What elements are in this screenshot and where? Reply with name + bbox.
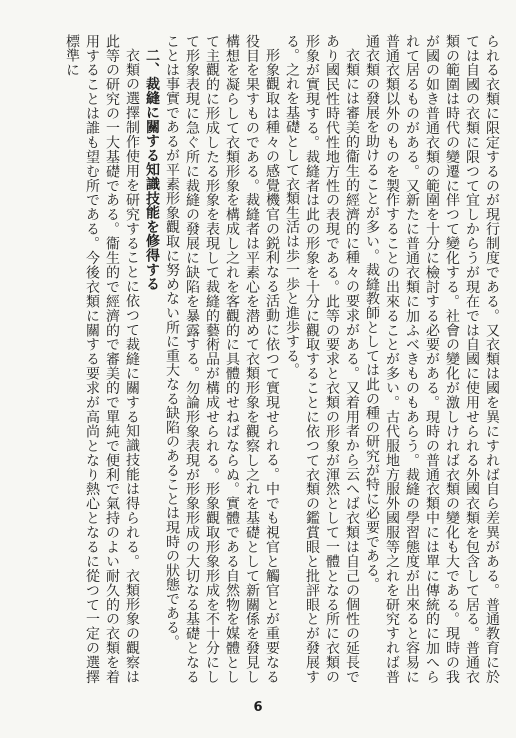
paragraph-knowledge-skills: 衣類の選擇制作使用を研究することに依つて裁縫に關する知識技能は得られる。衣類形象の觀察は此等の研究の一大基礎である。衞生的で經濟的で審美的で單純で便利で氣持のよい耐久的の衣類を着用することは誰も望む所である。今後衣類に關する要求が高尚となり熱心となるに從つて一定の選擇標準に <box>64 34 140 684</box>
section-heading-number: 二、 <box>144 48 160 77</box>
paragraph-clothing-scope: られる衣類に限定するのが現行制度である。又衣類は國を異にすれば自ら差異がある。普通教育に於ては自國の衣類に限つて宜しからうが現在では自國に使用せられる外國衣類を包含して居る。普通衣類の範圍は時代の變遷に伴つて變化する。社會の變化が激しければ衣類の變化も大である。現時の我が國の如き普通衣類の範圍を十分に檢討する必要がある。現時の普通衣類中には單に傳統的に加へられて居るものがある。又新たに普通衣類に加ふべきものもあらう。裁縫の學習態度が出來ると容易に普通衣類以外のものを製作することの出來ることが多い。古代服地方服外國服等之れを研究すれば普通衣類の發展を助けることが多い。裁縫教師としては此の種の研究が特に必要である。 <box>364 34 500 684</box>
page-number: 6 <box>253 700 263 715</box>
paragraph-form-perception: 形象觀取は種々の感覺機官の鋭利なる活動に依つて實現せられる。中でも視官と觸官とが重要なる役目を果すものである。裁縫者は平素心を潜めて衣類形象を觀察し之れを基礎として新關係を發見し構想を凝らして衣類形象を構成し之れを客觀的に具體的せねばならぬ。實體である自然物を媒體として主觀的に形成したる形象を表現して裁縫的藝術品が構成せられる。形象觀取形象形成を不十分にして形象表現に急ぐ所に裁縫の發展に缺陷を暴露する。勿論形象表現が形象形成の大切なる基礎となることは事實であるが平素形象觀取に努めない所に重大なる缺陷のあることは現時の狀態である。 <box>164 34 280 684</box>
section-heading-title: 裁縫に關する知識技能を修得する <box>144 76 160 292</box>
vertical-body-text <box>12 34 502 684</box>
section-heading <box>142 34 162 684</box>
paragraph-clothing-requirements: 衣類には審美的衞生的經濟的に種々の要求がある。又着用者から云へば衣類は自己の個性の延長であり國民性時代性地方性の表現である。此等の要求と衣類の形象が渾然として一體となる所に衣類の形象が實現する。裁縫者は此の形象を十分に觀取することに依つて衣類の鑑賞眼と批評眼とが發展する。之れを基礎として衣類生活は歩一歩と進歩する。 <box>284 34 360 684</box>
